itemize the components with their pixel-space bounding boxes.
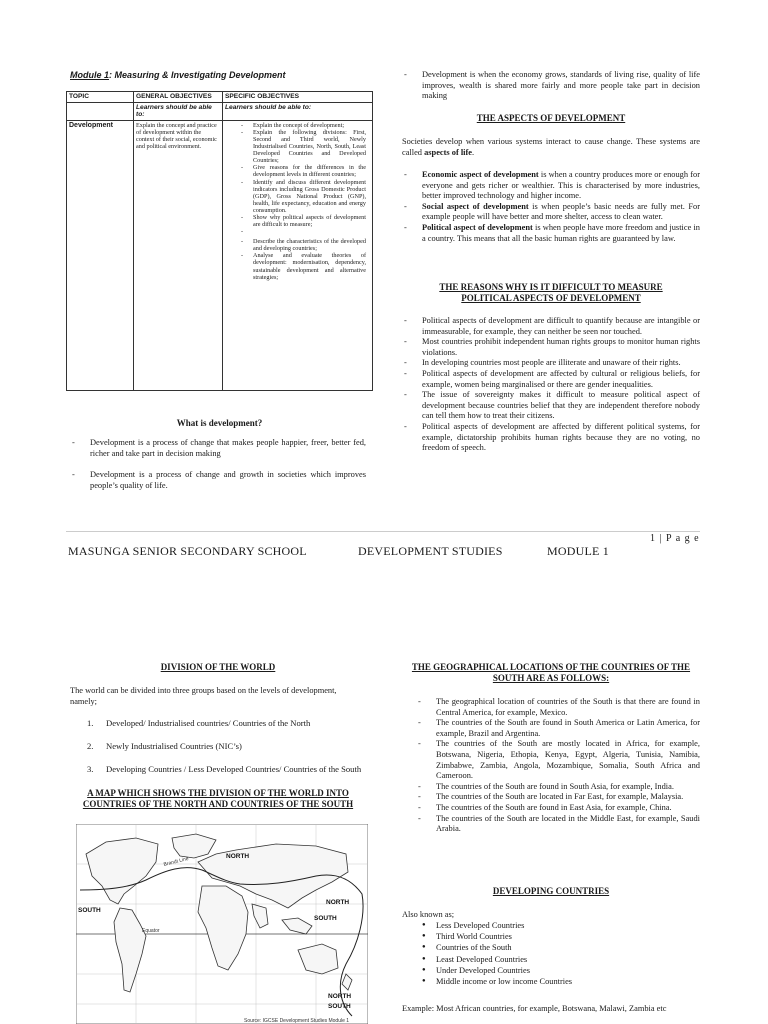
item-number: 2. [87,741,94,751]
table-general-objective: Explain the concept and practice of development within the context of their social, economic and political environment. [134,120,223,390]
aspects-list [402,170,700,244]
list-item: ● Countries of the South [402,942,700,953]
list-item: - The countries of the South are mostly located in Africa, for example, Botswana, Nigeria, Ethopia, Kenya, Egypt, Algeria, Tunisia, Namibia, Zimbabwe, Zambia, Angola, Mozambique, Somalia, South Africa and Cameroon. [416,739,700,781]
development-definition-list [402,70,700,102]
developing-list [402,920,700,987]
what-is-development-heading: What is development? [176,418,263,428]
list-item: - Political aspects of development are affected by cultural or religious beliefs, for example, women being marginalised or there are gender inequalities. [402,369,700,390]
footer-module: MODULE 1 [547,544,609,558]
list-item: ● Third World Countries [402,931,700,942]
objectives-table [66,91,373,391]
map-source: Source: IGCSE Development Studies Module 1 [244,1018,350,1024]
list-item: - Development is a process of change that makes people happier, freer, better fed, richer and take part in decision making [70,438,366,459]
geo-list [416,697,700,835]
module-title-prefix: Module 1 [70,70,110,80]
list-item: - Identify and discuss different development indicators including Gross Domestic Product (GDP), Gross National Product (GNP), health, life expectancy, education and energy consumption. [237,179,366,214]
geo-heading: THE GEOGRAPHICAL LOCATIONS OF THE COUNTRIES OF THE SOUTH ARE AS FOLLOWS: [411,662,691,683]
list-item: - The geographical location of countries of the South is that there are found in Central America, for example, Mexico. [416,697,700,718]
list-item [402,170,700,202]
item-text: Newly Industrialised Countries (NIC’s) [106,741,242,751]
aspects-intro-end: . [472,147,475,157]
list-item: - Most countries prohibit independent human rights groups to monitor human rights violations. [402,337,700,358]
what-is-development-list [70,438,366,491]
list-item: ● Less Developed Countries [402,920,700,931]
table-topic: Development [67,120,134,390]
page-number-value: 1 [650,533,656,544]
footer-divider [66,531,700,532]
division-heading: DIVISION OF THE WORLD [160,662,276,672]
list-item: - In developing countries most people are illiterate and unaware of their rights. [402,358,700,369]
table-subheader-specific: Learners should be able to: [223,102,373,120]
list-item: - Development is a process of change and growth in societies which improves people’s quality of life. [70,470,366,491]
footer-subject: DEVELOPMENT STUDIES [358,544,503,558]
table-subheader-general: Learners should be able to: [134,102,223,120]
page-word: P a g e [666,533,700,544]
aspect-term: Social aspect of development [422,201,529,211]
aspects-intro [402,137,700,158]
list-item: - The countries of the South are found in South America or Latin America, for example, Brazil and Argentina. [416,718,700,739]
table-header-specific: SPECIFIC OBJECTIVES [223,92,373,103]
division-list [70,718,362,775]
aspect-text: is when a country produces more or enough for everyone and gets richer or wealthier. This is characterised by more industries, better improved technology and higher income. [422,170,700,201]
list-item [402,202,700,223]
developing-also-known: Also known as; [402,910,455,919]
aspect-text: is when people have more freedom and justice in a country. This means that all the basic human rights are guaranteed by law. [422,222,700,243]
list-item: - Explain the concept of development; [237,122,366,129]
item-text: Developing Countries / Less Developed Countries/ Countries of the South [106,764,362,774]
list-item: - Political aspects of development are difficult to quantify because are intangible or immeasurable, for example, they can neither be seen nor touched. [402,316,700,337]
developing-heading: DEVELOPING COUNTRIES [492,886,610,896]
list-item: - The countries of the South are found in East Asia, for example, China. [416,803,700,814]
map-label-north: NORTH [328,993,352,1000]
list-item [70,718,362,729]
map-label-equator: Equator [142,928,160,934]
list-item: - Development is when the economy grows, standards of living rise, quality of life improves, wealth is shared more fairly and more people take part in decision making [402,70,700,102]
aspect-text: is when people’s basic needs are fully met. For example people will have better and more shelter, access to clean water. [422,201,700,222]
map-label-brandt-line: Brandt Line [163,855,190,868]
list-item: - Show why political aspects of development are difficult to measure; [237,214,366,228]
division-intro: The world can be divided into three groups based on the levels of development, namely; [70,686,337,706]
page-number: 1 | P a g e [650,533,700,544]
specific-objectives-list [237,122,366,281]
list-item [402,223,700,244]
list-item: - Describe the characteristics of the developed and developing countries; [237,238,366,252]
item-number: 1. [87,718,94,728]
world-map [76,824,368,1024]
map-label-south: SOUTH [78,907,101,914]
list-item [70,764,362,775]
list-item: - The countries of the South are located in the Middle East, for example, Saudi Arabia. [416,814,700,835]
reasons-heading: THE REASONS WHY IS IT DIFFICULT TO MEASURE POLITICAL ASPECTS OF DEVELOPMENT [439,282,663,303]
list-item: ● Least Developed Countries [402,954,700,965]
item-text: Developed/ Industrialised countries/ Countries of the North [106,718,311,728]
map-label-north: NORTH [326,899,350,906]
spacer [237,228,366,238]
list-item [70,741,362,752]
module-title-rest: : Measuring & Investigating Development [109,70,286,80]
list-item: - Give reasons for the differences in the development levels in different countries; [237,164,366,178]
table-header-topic: TOPIC [67,92,134,103]
list-item: - Analyse and evaluate theories of development: modernisation, dependency, sustainable development and alternative strategies; [237,252,366,280]
map-label-south: SOUTH [314,915,337,922]
aspects-heading: THE ASPECTS OF DEVELOPMENT [476,113,626,123]
map-heading: A MAP WHICH SHOWS THE DIVISION OF THE WORLD INTO COUNTRIES OF THE NORTH AND COUNTRIES OF THE SOUTH [82,788,354,809]
list-item: ● Middle income or low income Countries [402,976,700,987]
list-item: - The issue of sovereignty makes it difficult to measure political aspect of development because countries belief that they are independent therefore nobody can tell them how to treat their citizens. [402,390,700,422]
list-item: ● Under Developed Countries [402,965,700,976]
item-number: 3. [87,764,94,774]
table-header-general: GENERAL OBJECTIVES [134,92,223,103]
list-item: - Political aspects of development are affected by different political systems, for example, dictatorship prohibits human rights because they are no voting, no freedom of speech. [402,422,700,454]
reasons-list [402,316,700,454]
aspect-term: Economic aspect of development [422,170,539,179]
aspects-intro-term: aspects of life [424,147,473,157]
list-item: - Explain the following divisions: First, Second and Third world, Newly Industrialised Countries, North, South, Least Developed Countries and Developed Countries; [237,129,366,164]
map-label-south: SOUTH [328,1003,351,1010]
module-title [70,70,286,80]
list-item: - The countries of the South are found in South Asia, for example, India. [416,782,700,793]
list-item: - The countries of the South are located in Far East, for example, Malaysia. [416,792,700,803]
aspects-intro-text: Societies develop when various systems interact to cause change. These systems are called [402,137,700,157]
aspect-term: Political aspect of development [422,222,533,232]
developing-example: Example: Most African countries, for example, Botswana, Malawi, Zambia etc [402,1004,667,1013]
map-label-north: NORTH [226,853,250,860]
footer-school: MASUNGA SENIOR SECONDARY SCHOOL [68,544,307,558]
